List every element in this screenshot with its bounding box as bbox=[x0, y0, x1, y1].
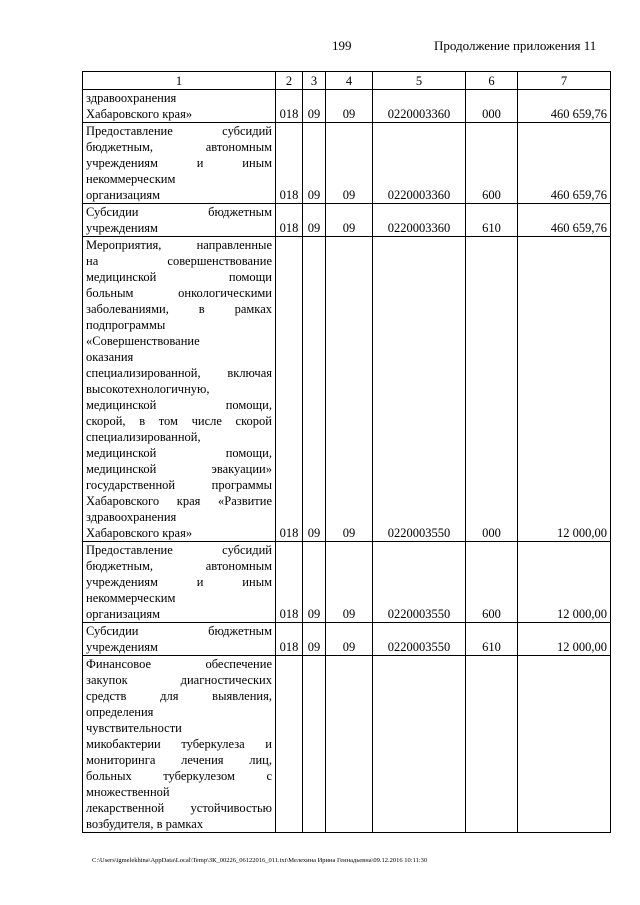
page-header-title: Продолжение приложения 11 bbox=[434, 38, 597, 53]
cell-target-article: 0220003550 bbox=[373, 623, 466, 656]
cell-amount: 12 000,00 bbox=[518, 542, 611, 623]
cell-subsection: 09 bbox=[326, 204, 373, 237]
cell-expense-type: 610 bbox=[466, 623, 518, 656]
file-path-footer: C:\Users\igmelekhina\AppData\Local\Temp\ЗК_00226_06122016_011.txt\Мелехина Ирина Геннадьевна\09.12.2016 10:11:30 bbox=[92, 857, 428, 864]
column-header: 6 bbox=[466, 72, 518, 90]
cell-ministry-code bbox=[276, 656, 303, 833]
cell-subsection: 09 bbox=[326, 542, 373, 623]
description-line: медицинской помощи, bbox=[86, 446, 272, 460]
description-line: подпрограммы bbox=[86, 318, 166, 332]
row-description bbox=[83, 656, 276, 833]
cell-amount: 460 659,76 bbox=[518, 123, 611, 204]
description-line: определения bbox=[86, 705, 154, 719]
description-line: учреждениям bbox=[86, 640, 158, 654]
table-body bbox=[83, 72, 611, 833]
cell-expense-type: 600 bbox=[466, 123, 518, 204]
cell-target-article: 0220003550 bbox=[373, 542, 466, 623]
description-line: Финансовое обеспечение bbox=[86, 657, 272, 671]
description-line: некоммерческим bbox=[86, 172, 176, 186]
table-header-row bbox=[83, 72, 611, 90]
cell-target-article: 0220003360 bbox=[373, 123, 466, 204]
description-line: средств для выявления, bbox=[86, 689, 272, 703]
description-line: здравоохранения bbox=[86, 510, 177, 524]
description-line: бюджетным, автономным bbox=[86, 140, 272, 154]
description-line: скорой, в том числе скорой bbox=[86, 414, 272, 428]
description-line: Субсидии бюджетным bbox=[86, 624, 272, 638]
description-line: заболеваниями, в рамках bbox=[86, 302, 272, 316]
budget-table bbox=[82, 71, 611, 833]
column-header: 1 bbox=[83, 72, 276, 90]
cell-subsection: 09 bbox=[326, 90, 373, 123]
description-line: больных туберкулезом с bbox=[86, 769, 272, 783]
cell-section: 09 bbox=[303, 90, 326, 123]
description-line: Предоставление субсидий bbox=[86, 124, 272, 138]
description-line: возбудителя, в рамках bbox=[86, 817, 204, 831]
description-line: высокотехнологичную, bbox=[86, 382, 210, 396]
column-header: 7 bbox=[518, 72, 611, 90]
description-line: медицинской помощи bbox=[86, 270, 272, 284]
description-line: организациям bbox=[86, 188, 161, 202]
description-line: медицинской помощи, bbox=[86, 398, 272, 412]
table-row bbox=[83, 204, 611, 237]
column-header: 3 bbox=[303, 72, 326, 90]
description-line: государственной программы bbox=[86, 478, 272, 492]
description-line: чувствительности bbox=[86, 721, 182, 735]
description-line: закупок диагностических bbox=[86, 673, 272, 687]
description-line: больным онкологическими bbox=[86, 286, 272, 300]
cell-expense-type: 000 bbox=[466, 237, 518, 542]
description-line: множественной bbox=[86, 785, 170, 799]
cell-section: 09 bbox=[303, 123, 326, 204]
column-header: 5 bbox=[373, 72, 466, 90]
row-description bbox=[83, 237, 276, 542]
description-line: мониторинга лечения лиц, bbox=[86, 753, 272, 767]
column-header: 2 bbox=[276, 72, 303, 90]
description-line: Предоставление субсидий bbox=[86, 543, 272, 557]
cell-ministry-code: 018 bbox=[276, 90, 303, 123]
cell-amount bbox=[518, 656, 611, 833]
description-line: специализированной, включая bbox=[86, 366, 272, 380]
description-line: на совершенствование bbox=[86, 254, 272, 268]
description-line: Хабаровского края «Развитие bbox=[86, 494, 272, 508]
cell-ministry-code: 018 bbox=[276, 204, 303, 237]
row-description bbox=[83, 123, 276, 204]
cell-ministry-code: 018 bbox=[276, 237, 303, 542]
cell-section: 09 bbox=[303, 623, 326, 656]
cell-section bbox=[303, 656, 326, 833]
table-row bbox=[83, 542, 611, 623]
cell-expense-type: 610 bbox=[466, 204, 518, 237]
row-description bbox=[83, 623, 276, 656]
description-line: специализированной, bbox=[86, 430, 201, 444]
cell-section: 09 bbox=[303, 237, 326, 542]
cell-amount: 460 659,76 bbox=[518, 90, 611, 123]
description-line: Хабаровского края» bbox=[86, 526, 193, 540]
cell-amount: 12 000,00 bbox=[518, 237, 611, 542]
cell-expense-type: 600 bbox=[466, 542, 518, 623]
row-description bbox=[83, 90, 276, 123]
cell-target-article: 0220003550 bbox=[373, 237, 466, 542]
cell-subsection: 09 bbox=[326, 123, 373, 204]
description-line: Субсидии бюджетным bbox=[86, 205, 272, 219]
cell-amount: 12 000,00 bbox=[518, 623, 611, 656]
table-row bbox=[83, 623, 611, 656]
description-line: учреждениям и иным bbox=[86, 156, 272, 170]
cell-ministry-code: 018 bbox=[276, 542, 303, 623]
description-line: некоммерческим bbox=[86, 591, 176, 605]
cell-section: 09 bbox=[303, 542, 326, 623]
description-line: учреждениям bbox=[86, 221, 158, 235]
description-line: организациям bbox=[86, 607, 161, 621]
cell-expense-type: 000 bbox=[466, 90, 518, 123]
description-line: Мероприятия, направленные bbox=[86, 238, 272, 252]
description-line: микобактерии туберкулеза и bbox=[86, 737, 272, 751]
cell-target-article: 0220003360 bbox=[373, 90, 466, 123]
cell-section: 09 bbox=[303, 204, 326, 237]
table-row bbox=[83, 237, 611, 542]
description-line: бюджетным, автономным bbox=[86, 559, 272, 573]
cell-subsection: 09 bbox=[326, 237, 373, 542]
row-description bbox=[83, 204, 276, 237]
cell-target-article bbox=[373, 656, 466, 833]
table-row bbox=[83, 656, 611, 833]
cell-subsection bbox=[326, 656, 373, 833]
description-line: «Совершенствование bbox=[86, 334, 200, 348]
table-row bbox=[83, 123, 611, 204]
description-line: здравоохранения bbox=[86, 91, 177, 105]
description-line: учреждениям и иным bbox=[86, 575, 272, 589]
cell-expense-type bbox=[466, 656, 518, 833]
table-row bbox=[83, 90, 611, 123]
description-line: лекарственной устойчивостью bbox=[86, 801, 272, 815]
description-line: оказания bbox=[86, 350, 134, 364]
description-line: Хабаровского края» bbox=[86, 107, 193, 121]
row-description bbox=[83, 542, 276, 623]
cell-ministry-code: 018 bbox=[276, 623, 303, 656]
cell-subsection: 09 bbox=[326, 623, 373, 656]
column-header: 4 bbox=[326, 72, 373, 90]
cell-ministry-code: 018 bbox=[276, 123, 303, 204]
cell-target-article: 0220003360 bbox=[373, 204, 466, 237]
cell-amount: 460 659,76 bbox=[518, 204, 611, 237]
page-number: 199 bbox=[332, 38, 352, 53]
description-line: медицинской эвакуации» bbox=[86, 462, 272, 476]
